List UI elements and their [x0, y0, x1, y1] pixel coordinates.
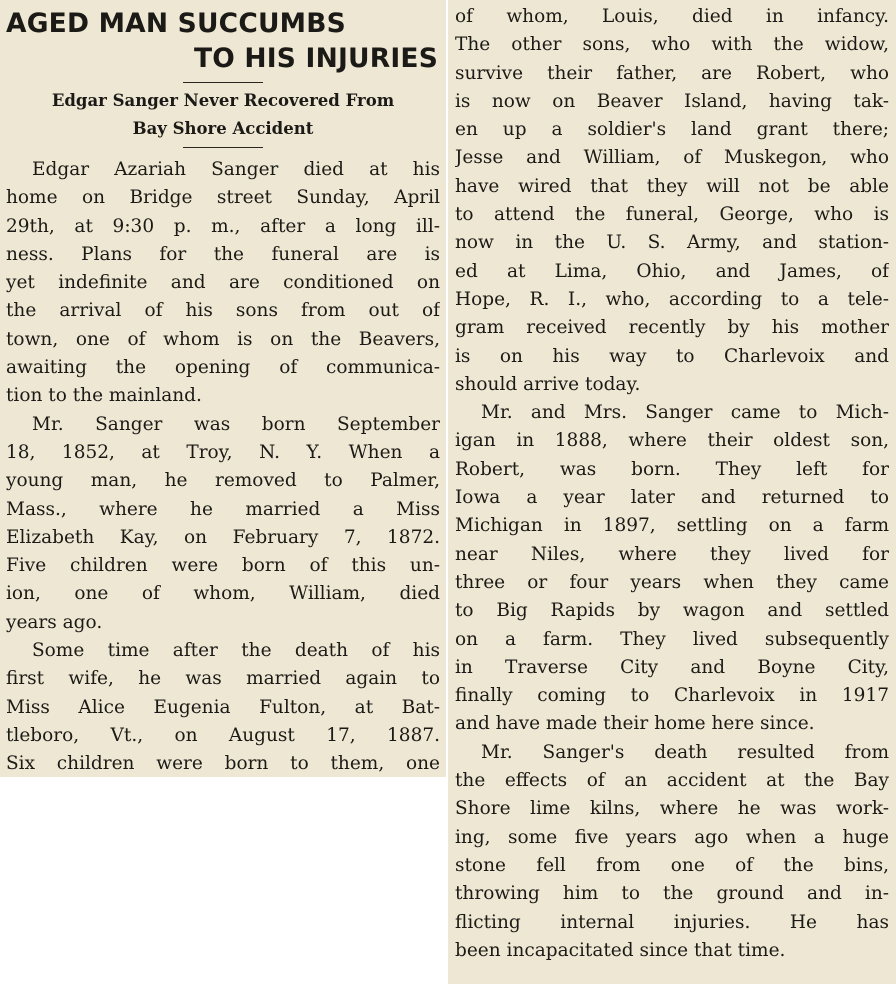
text-line: Edgar Azariah Sanger died at his — [32, 159, 440, 180]
article-body-right — [455, 3, 889, 965]
text-line: Miss Alice Eugenia Fulton, at Bat- — [6, 696, 440, 718]
text-line: town, one of whom is on the Beavers, — [6, 328, 440, 350]
text-line: Mr. and Mrs. Sanger came to Mich- — [481, 402, 889, 424]
text-line: been incapacitated since that time. — [455, 939, 786, 961]
text-line: Some time after the death of his — [32, 640, 440, 662]
text-line: tion to the mainland. — [6, 385, 202, 407]
text-line: Iowa a year later and returned to — [455, 487, 889, 509]
text-line: finally coming to Charlevoix in 1917 — [455, 685, 889, 707]
text-line: near Niles, where they lived for — [455, 543, 889, 565]
text-line: Six children were born to them, one — [6, 753, 440, 775]
text-line: ed at Lima, Ohio, and James, of — [455, 260, 889, 282]
text-line: and have made their home here since. — [455, 713, 815, 735]
text-line: survive their father, are Robert, who — [455, 62, 889, 84]
text-line: flicting internal injuries. He has — [455, 911, 889, 933]
text-line: Hope, R. I., who, according to a tele- — [455, 288, 889, 310]
text-line: throwing him to the ground and in- — [455, 883, 889, 905]
text-line: Michigan in 1897, settling on a farm — [455, 515, 889, 537]
text-line: Mass., where he married a Miss — [6, 498, 440, 520]
text-line: years ago. — [6, 611, 103, 633]
text-line: the arrival of his sons from out of — [6, 300, 440, 322]
text-line: first wife, he was married again to — [6, 668, 440, 690]
text-line: 29th, at 9:30 p. m., after a long ill- — [6, 215, 440, 237]
text-line: ness. Plans for the funeral are is — [6, 243, 440, 265]
text-line: is now on Beaver Island, having tak- — [455, 90, 889, 112]
text-line: awaiting the opening of communica- — [6, 357, 440, 379]
text-line: now in the U. S. Army, and station- — [455, 232, 889, 254]
text-line: Robert, was born. They left for — [455, 458, 889, 480]
text-line: young man, he removed to Palmer, — [6, 470, 440, 492]
text-line: to attend the funeral, George, who is — [455, 204, 889, 226]
headline-line-2: TO HIS INJURIES — [193, 43, 438, 74]
text-line: igan in 1888, where their oldest son, — [455, 430, 889, 452]
text-line: 18, 1852, at Troy, N. Y. When a — [6, 441, 440, 463]
text-line: Mr. Sanger's death resulted from — [481, 741, 889, 763]
subheadline-line-1: Edgar Sanger Never Recovered From — [51, 91, 395, 110]
text-line: the effects of an accident at the Bay — [455, 770, 889, 792]
text-line: three or four years when they came — [455, 571, 889, 593]
text-line: tleboro, Vt., on August 17, 1887. — [6, 724, 440, 746]
subheadline-divider — [183, 147, 263, 148]
subheadline-line-2: Bay Shore Accident — [132, 119, 314, 138]
article-subheadline — [6, 87, 440, 143]
text-line: ion, one of whom, William, died — [6, 583, 440, 605]
text-line: in Traverse City and Boyne City, — [455, 656, 889, 678]
text-line: Mr. Sanger was born September — [32, 413, 440, 435]
article-body-left — [6, 156, 440, 779]
article-column-right — [448, 0, 896, 984]
headline-divider — [183, 82, 263, 83]
headline-line-1: AGED MAN SUCCUMBS — [6, 8, 346, 39]
text-line: of whom, Louis, died in infancy. — [455, 6, 889, 27]
text-line: have wired that they will not be able — [455, 175, 889, 197]
text-line: Elizabeth Kay, on February 7, 1872. — [6, 526, 440, 548]
text-line: en up a soldier's land grant there; — [455, 119, 889, 141]
text-line: stone fell from one of the bins, — [455, 854, 889, 876]
text-line: yet indefinite and are conditioned on — [6, 272, 440, 294]
text-line: is on his way to Charlevoix and — [455, 345, 889, 367]
text-line: gram received recently by his mother — [455, 317, 889, 339]
article-headline — [6, 6, 440, 76]
text-line: on a farm. They lived subsequently — [455, 628, 889, 650]
text-line: Five children were born of this un- — [6, 555, 440, 577]
text-line: Shore lime kilns, where he was work- — [455, 798, 889, 820]
text-line: home on Bridge street Sunday, April — [6, 187, 440, 209]
article-column-left — [0, 0, 446, 777]
text-line: The other sons, who with the widow, — [455, 34, 889, 56]
text-line: to Big Rapids by wagon and settled — [455, 600, 889, 622]
text-line: Jesse and William, of Muskegon, who — [455, 147, 889, 169]
text-line: should arrive today. — [455, 373, 641, 395]
text-line: ing, some five years ago when a huge — [455, 826, 889, 848]
